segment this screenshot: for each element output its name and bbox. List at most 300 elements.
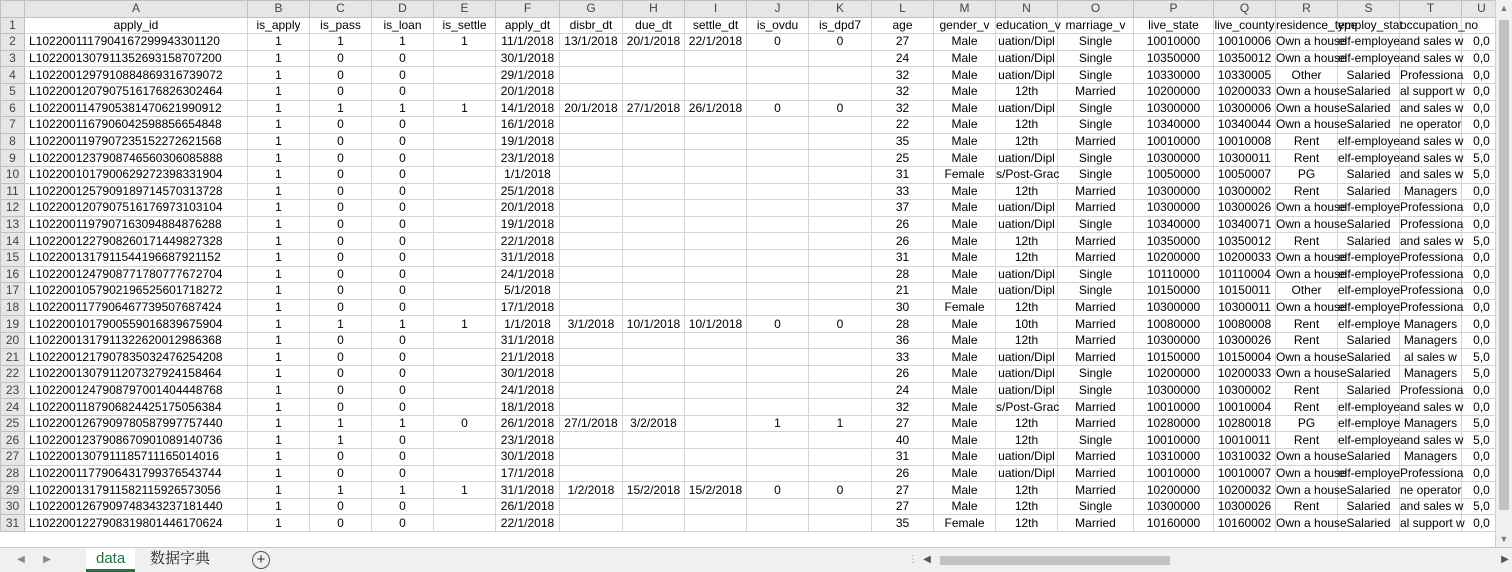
row-header[interactable]: 13	[1, 216, 25, 233]
cell[interactable]: L1022001267909780587997757440	[25, 415, 248, 432]
chevron-right-icon[interactable]: ▶	[43, 554, 51, 565]
cell[interactable]	[809, 332, 872, 349]
cell[interactable]: 0	[747, 316, 809, 333]
cell[interactable]: Professiona	[1400, 217, 1464, 232]
column-header[interactable]: U	[1462, 1, 1502, 18]
cell[interactable]: 1	[248, 415, 310, 432]
cell[interactable]: 10300000	[1134, 150, 1214, 167]
cell[interactable]: 5,0	[1462, 366, 1502, 383]
cell[interactable]: 10300000	[1134, 332, 1214, 349]
cell[interactable]: Male	[934, 100, 996, 117]
cell[interactable]: 1	[310, 34, 372, 51]
cell[interactable]	[560, 465, 623, 482]
cell[interactable]: 5,0	[1462, 415, 1502, 432]
cell[interactable]: 0	[310, 150, 372, 167]
cell[interactable]	[623, 465, 685, 482]
cell[interactable]: 0	[310, 183, 372, 200]
cell[interactable]: 1	[310, 432, 372, 449]
row-header[interactable]: 16	[1, 266, 25, 283]
cell[interactable]	[623, 249, 685, 266]
row-header[interactable]: 24	[1, 399, 25, 416]
cell[interactable]: and sales w	[1400, 399, 1464, 414]
cell[interactable]: 10200033	[1214, 249, 1276, 266]
cell[interactable]	[560, 67, 623, 84]
cell[interactable]: Married	[1058, 332, 1134, 349]
cell[interactable]: 0,0	[1462, 266, 1502, 283]
cell[interactable]	[434, 299, 496, 316]
cell[interactable]	[747, 382, 809, 399]
cell[interactable]: 12th	[996, 498, 1058, 515]
cell[interactable]	[623, 150, 685, 167]
column-header[interactable]: Q	[1214, 1, 1276, 18]
cell[interactable]: 24/1/2018	[496, 382, 560, 399]
cell[interactable]: al support w	[1400, 84, 1465, 99]
cell[interactable]: 10300000	[1134, 382, 1214, 399]
cell[interactable]: Professiona	[1400, 465, 1464, 480]
cell[interactable]: 12th	[996, 432, 1058, 449]
cell[interactable]: 10340000	[1134, 216, 1214, 233]
cell[interactable]: 1	[248, 83, 310, 100]
column-header[interactable]: A	[25, 1, 248, 18]
cell[interactable]: uation/Dipl	[996, 50, 1058, 67]
cell[interactable]: 10080000	[1134, 316, 1214, 333]
cell[interactable]: Managers	[1400, 366, 1462, 383]
cell[interactable]: Salaried	[1338, 83, 1400, 100]
cell[interactable]: and sales w	[1400, 167, 1464, 182]
cell[interactable]	[747, 83, 809, 100]
cell[interactable]	[560, 216, 623, 233]
cell[interactable]: 10350012	[1214, 50, 1276, 67]
cell[interactable]: Married	[1058, 83, 1134, 100]
cell[interactable]: L1022001117904167299943301120	[25, 34, 248, 51]
cell[interactable]: 22/1/2018	[496, 515, 560, 532]
cell[interactable]: 10300000	[1134, 183, 1214, 200]
cell[interactable]	[747, 432, 809, 449]
column-header[interactable]: E	[434, 1, 496, 18]
cell[interactable]: Professiona	[1400, 382, 1464, 397]
cell[interactable]: 0,0	[1462, 283, 1502, 300]
cell[interactable]: Male	[934, 382, 996, 399]
cell[interactable]: 0	[372, 515, 434, 532]
cell[interactable]: 1	[248, 50, 310, 67]
cell[interactable]: live_county	[1214, 17, 1275, 32]
cell[interactable]: Male	[934, 216, 996, 233]
cell[interactable]	[809, 299, 872, 316]
cell[interactable]: 1	[248, 316, 310, 333]
cell[interactable]: Single	[1058, 117, 1134, 134]
cell[interactable]: 12th	[996, 332, 1058, 349]
cell[interactable]: 0	[310, 349, 372, 366]
cell[interactable]: 10200000	[1134, 249, 1214, 266]
cell[interactable]: Married	[1058, 233, 1134, 250]
horizontal-scroll-thumb[interactable]	[940, 556, 1170, 565]
cell[interactable]: 10160000	[1134, 515, 1214, 532]
cell[interactable]	[685, 415, 747, 432]
cell[interactable]: Male	[934, 67, 996, 84]
cell[interactable]	[747, 133, 809, 150]
cell[interactable]: Male	[934, 117, 996, 134]
cell[interactable]: Male	[934, 449, 996, 466]
cell[interactable]: 1	[248, 34, 310, 51]
cell[interactable]	[434, 150, 496, 167]
cell[interactable]	[560, 183, 623, 200]
cell[interactable]	[747, 216, 809, 233]
cell[interactable]: uation/Dipl	[996, 349, 1058, 366]
cell[interactable]: 0	[372, 299, 434, 316]
cell[interactable]: 1	[372, 316, 434, 333]
row-header[interactable]: 2	[1, 34, 25, 51]
cell[interactable]: Professiona	[1400, 250, 1464, 265]
cell[interactable]: 0,0	[1462, 299, 1502, 316]
cell[interactable]	[434, 465, 496, 482]
cell[interactable]	[623, 133, 685, 150]
cell[interactable]: 0	[310, 133, 372, 150]
cell[interactable]	[685, 50, 747, 67]
sheet-tab-data[interactable]: data	[86, 548, 135, 572]
plus-circle-icon[interactable]: +	[252, 551, 270, 569]
cell[interactable]: s/Post-Grac	[996, 167, 1060, 182]
cell[interactable]: 10300002	[1214, 382, 1276, 399]
cell[interactable]: 29/1/2018	[496, 67, 560, 84]
cell[interactable]	[809, 133, 872, 150]
cell[interactable]: 1	[248, 498, 310, 515]
cell[interactable]	[560, 498, 623, 515]
cell[interactable]	[623, 349, 685, 366]
cell[interactable]: 0	[310, 382, 372, 399]
cell[interactable]: Professiona	[1400, 299, 1464, 314]
row-header[interactable]: 23	[1, 382, 25, 399]
cell[interactable]: Own a house	[1276, 515, 1347, 530]
cell[interactable]: Own a house	[1276, 465, 1347, 480]
cell[interactable]: 0	[372, 399, 434, 416]
cell[interactable]: disbr_dt	[560, 17, 623, 34]
column-header[interactable]: F	[496, 1, 560, 18]
cell[interactable]: and sales w	[1400, 134, 1464, 149]
cell[interactable]	[809, 50, 872, 67]
cell[interactable]: Other	[1276, 283, 1338, 300]
cell[interactable]	[809, 266, 872, 283]
cell[interactable]: L1022001267909748343237181440	[25, 498, 248, 515]
row-header[interactable]: 28	[1, 465, 25, 482]
cell[interactable]: s/Post-Grac	[996, 399, 1060, 414]
cell[interactable]: Own a house	[1276, 366, 1347, 381]
cell[interactable]: 10280000	[1134, 415, 1214, 432]
row-header[interactable]: 4	[1, 67, 25, 84]
cell[interactable]: Managers	[1400, 183, 1462, 200]
cell[interactable]	[809, 67, 872, 84]
cell[interactable]: Male	[934, 34, 996, 51]
scroll-up-icon[interactable]: ▲	[1499, 3, 1509, 13]
cell[interactable]: 10340071	[1214, 216, 1276, 233]
cell[interactable]: 10200000	[1134, 366, 1214, 383]
cell[interactable]: PG	[1276, 415, 1338, 432]
cell[interactable]: 37	[872, 200, 934, 217]
cell[interactable]: 0	[310, 266, 372, 283]
cell[interactable]	[560, 117, 623, 134]
cell[interactable]	[685, 249, 747, 266]
cell[interactable]	[809, 83, 872, 100]
cell[interactable]: Managers	[1400, 332, 1462, 349]
cell[interactable]: 10300011	[1214, 299, 1276, 316]
cell[interactable]	[747, 349, 809, 366]
cell[interactable]: 0	[372, 183, 434, 200]
cell[interactable]: 0	[310, 515, 372, 532]
cell[interactable]: Married	[1058, 249, 1134, 266]
cell[interactable]	[685, 332, 747, 349]
cell[interactable]	[685, 299, 747, 316]
cell[interactable]	[623, 67, 685, 84]
cell[interactable]	[434, 200, 496, 217]
cell[interactable]: Married	[1058, 133, 1134, 150]
column-header[interactable]: O	[1058, 1, 1134, 18]
cell[interactable]: elf-employe	[1338, 266, 1401, 281]
cell[interactable]: 10200033	[1214, 366, 1276, 383]
cell[interactable]: L1022001017900629272398331904	[25, 166, 248, 183]
cell[interactable]: Salaried	[1338, 349, 1400, 366]
row-header[interactable]: 25	[1, 415, 25, 432]
cell[interactable]: 1	[248, 449, 310, 466]
cell[interactable]: 10300026	[1214, 498, 1276, 515]
cell[interactable]: 0	[372, 432, 434, 449]
cell[interactable]: 0,0	[1462, 249, 1502, 266]
cell[interactable]: Salaried	[1338, 166, 1400, 183]
cell[interactable]: Single	[1058, 50, 1134, 67]
cell[interactable]	[685, 233, 747, 250]
cell[interactable]: Professiona	[1400, 200, 1464, 215]
cell[interactable]	[809, 465, 872, 482]
cell[interactable]: L1022001257909189714570313728	[25, 183, 248, 200]
row-header[interactable]: 20	[1, 332, 25, 349]
cell[interactable]	[434, 266, 496, 283]
cell[interactable]	[685, 449, 747, 466]
cell[interactable]: 24	[872, 382, 934, 399]
cell[interactable]	[809, 432, 872, 449]
cell[interactable]: 0	[434, 415, 496, 432]
cell[interactable]	[623, 366, 685, 383]
cell[interactable]: 0,0	[1462, 216, 1502, 233]
cell[interactable]: 12th	[996, 183, 1058, 200]
cell[interactable]: Male	[934, 415, 996, 432]
cell[interactable]: Married	[1058, 399, 1134, 416]
cell[interactable]: 10300026	[1214, 332, 1276, 349]
cell[interactable]: 0	[809, 316, 872, 333]
cell[interactable]: 0,0	[1462, 183, 1502, 200]
cell[interactable]: 10th	[996, 316, 1058, 333]
cell[interactable]: 1	[248, 465, 310, 482]
cell[interactable]: 22/1/2018	[685, 34, 747, 51]
cell[interactable]: L1022001017900559016839675904	[25, 316, 248, 333]
cell[interactable]: 33	[872, 183, 934, 200]
cell[interactable]: 1	[248, 266, 310, 283]
cell[interactable]	[434, 366, 496, 383]
cell[interactable]: 0,0	[1462, 67, 1502, 84]
cell[interactable]	[685, 67, 747, 84]
scroll-left-icon[interactable]: ◀	[923, 554, 931, 565]
cell[interactable]	[623, 432, 685, 449]
cell[interactable]: 1	[372, 415, 434, 432]
cell[interactable]: elf-employe	[1338, 51, 1401, 66]
vertical-scrollbar[interactable]	[1495, 0, 1512, 547]
cell[interactable]: 15/2/2018	[623, 482, 685, 499]
cell[interactable]: Rent	[1276, 183, 1338, 200]
cell[interactable]: L1022001167906042598856654848	[25, 117, 248, 134]
cell[interactable]: Male	[934, 482, 996, 499]
cell[interactable]	[560, 449, 623, 466]
cell[interactable]: 1	[434, 316, 496, 333]
cell[interactable]: Male	[934, 332, 996, 349]
cell[interactable]: 31/1/2018	[496, 332, 560, 349]
cell[interactable]: 0	[372, 150, 434, 167]
cell[interactable]: 10010000	[1134, 133, 1214, 150]
cell[interactable]: and sales w	[1400, 432, 1464, 447]
cell[interactable]: Salaried	[1338, 100, 1400, 117]
cell[interactable]: 1	[248, 299, 310, 316]
tab-split-handle[interactable]: ⋮	[908, 554, 918, 565]
cell[interactable]: Own a house	[1276, 349, 1347, 364]
cell[interactable]: and sales w	[1400, 51, 1464, 66]
cell[interactable]: Own a house	[1276, 217, 1347, 232]
column-header[interactable]: K	[809, 1, 872, 18]
cell[interactable]: Salaried	[1338, 515, 1400, 532]
cell[interactable]: 5,0	[1462, 233, 1502, 250]
cell[interactable]	[560, 50, 623, 67]
sheet-tab-dictionary[interactable]: 数据字典	[150, 550, 211, 567]
cell[interactable]: 0	[310, 299, 372, 316]
cell[interactable]: 1	[372, 34, 434, 51]
cell[interactable]: 5,0	[1462, 150, 1502, 167]
cell[interactable]: L1022001227908260171449827328	[25, 233, 248, 250]
cell[interactable]: Single	[1058, 283, 1134, 300]
cell[interactable]	[747, 50, 809, 67]
cell[interactable]: Married	[1058, 316, 1134, 333]
cell[interactable]: 26	[872, 233, 934, 250]
cell[interactable]: education_v	[996, 17, 1061, 32]
cell[interactable]: 0	[372, 498, 434, 515]
cell[interactable]	[623, 266, 685, 283]
cell[interactable]: 0	[310, 366, 372, 383]
cell[interactable]	[685, 150, 747, 167]
cell[interactable]	[747, 249, 809, 266]
cell[interactable]: Male	[934, 283, 996, 300]
cell[interactable]: 0	[809, 482, 872, 499]
cell[interactable]	[560, 366, 623, 383]
cell[interactable]: Own a house	[1276, 100, 1347, 115]
cell[interactable]: 0,0	[1462, 332, 1502, 349]
cell[interactable]: 26/1/2018	[496, 415, 560, 432]
cell[interactable]: 10310032	[1214, 449, 1276, 466]
row-header[interactable]: 17	[1, 283, 25, 300]
row-header[interactable]: 9	[1, 150, 25, 167]
cell[interactable]: ne operator	[1400, 482, 1462, 497]
cell[interactable]: 1	[248, 200, 310, 217]
row-header[interactable]: 10	[1, 166, 25, 183]
cell[interactable]: 21/1/2018	[496, 349, 560, 366]
cell[interactable]: uation/Dipl	[996, 366, 1058, 383]
cell[interactable]: 1	[248, 117, 310, 134]
cell[interactable]: 0	[372, 83, 434, 100]
cell[interactable]: 30/1/2018	[496, 50, 560, 67]
cell[interactable]: elf-employe	[1338, 150, 1401, 165]
cell[interactable]: 10300006	[1214, 100, 1276, 117]
cell[interactable]: 0,0	[1462, 50, 1502, 67]
cell[interactable]	[560, 332, 623, 349]
row-header[interactable]: 12	[1, 200, 25, 217]
cell[interactable]: 12th	[996, 133, 1058, 150]
cell[interactable]	[685, 117, 747, 134]
cell[interactable]: 26	[872, 216, 934, 233]
row-header[interactable]: 8	[1, 133, 25, 150]
cell[interactable]: 10010000	[1134, 34, 1214, 51]
cell[interactable]: Salaried	[1338, 233, 1400, 250]
cell[interactable]	[434, 117, 496, 134]
cell[interactable]: 0	[310, 216, 372, 233]
chevron-left-icon[interactable]: ◀	[17, 554, 25, 565]
cell[interactable]: Married	[1058, 465, 1134, 482]
cell[interactable]: 12th	[996, 299, 1058, 316]
cell[interactable]	[560, 166, 623, 183]
cell[interactable]: 10300000	[1134, 299, 1214, 316]
cell[interactable]: uation/Dipl	[996, 382, 1058, 399]
cell[interactable]: 31	[872, 166, 934, 183]
cell[interactable]: Single	[1058, 67, 1134, 84]
cell[interactable]: 30/1/2018	[496, 449, 560, 466]
cell[interactable]: Salaried	[1338, 332, 1400, 349]
cell[interactable]	[809, 249, 872, 266]
cell[interactable]: Own a house	[1276, 117, 1347, 132]
row-header[interactable]: 19	[1, 316, 25, 333]
cell[interactable]: 0	[372, 117, 434, 134]
cell[interactable]	[560, 299, 623, 316]
cell[interactable]: 0	[372, 67, 434, 84]
column-header[interactable]: J	[747, 1, 809, 18]
cell[interactable]: Male	[934, 266, 996, 283]
cell[interactable]	[560, 200, 623, 217]
cell[interactable]: 12th	[996, 249, 1058, 266]
cell[interactable]	[685, 133, 747, 150]
cell[interactable]: 1	[248, 233, 310, 250]
cell[interactable]: Salaried	[1338, 382, 1400, 399]
cell[interactable]: L1022001217907835032476254208	[25, 349, 248, 366]
cell[interactable]	[809, 283, 872, 300]
cell[interactable]: Married	[1058, 449, 1134, 466]
scroll-down-icon[interactable]: ▼	[1499, 534, 1509, 544]
cell[interactable]	[560, 382, 623, 399]
column-header[interactable]: C	[310, 1, 372, 18]
cell[interactable]: Salaried	[1338, 117, 1400, 134]
cell[interactable]: due_dt	[623, 17, 685, 34]
cell[interactable]	[623, 83, 685, 100]
cell[interactable]: L1022001247908797001404448768	[25, 382, 248, 399]
cell[interactable]: is_ovdu	[747, 17, 809, 34]
cell[interactable]: 0	[372, 283, 434, 300]
cell[interactable]: Single	[1058, 498, 1134, 515]
cell[interactable]: 0	[310, 117, 372, 134]
cell[interactable]	[747, 166, 809, 183]
cell[interactable]: Own a house	[1276, 266, 1347, 281]
cell[interactable]: 0	[747, 34, 809, 51]
cell[interactable]: 0	[310, 67, 372, 84]
cell[interactable]: Professiona	[1400, 283, 1464, 298]
cell[interactable]: 27/1/2018	[560, 415, 623, 432]
cell[interactable]	[434, 332, 496, 349]
cell[interactable]: Own a house	[1276, 200, 1347, 215]
cell[interactable]: 1	[248, 515, 310, 532]
cell[interactable]: and sales w	[1400, 34, 1464, 49]
cell[interactable]: Own a house	[1276, 299, 1347, 314]
vertical-scroll-thumb[interactable]	[1499, 20, 1509, 510]
cell[interactable]: 0,0	[1462, 465, 1502, 482]
cell[interactable]: 10300000	[1134, 100, 1214, 117]
